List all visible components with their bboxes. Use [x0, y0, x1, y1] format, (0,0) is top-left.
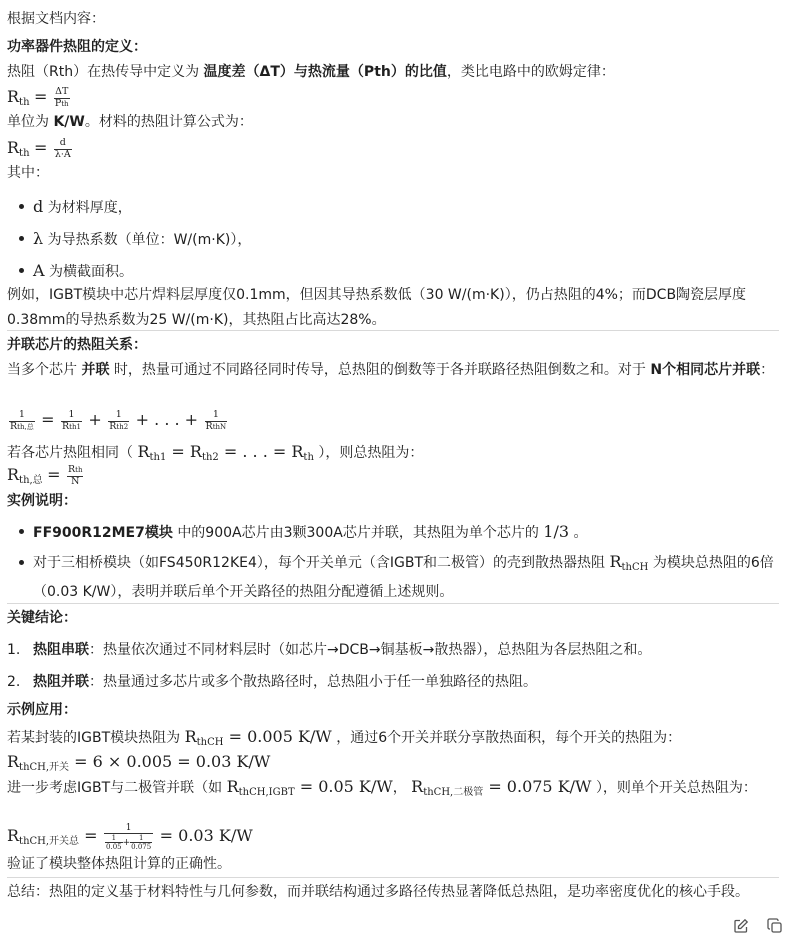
unit-paragraph	[7, 111, 789, 133]
fraction-denominator: $\frac{1}{0.05}$ + $\frac{1}{0.075}$	[106, 834, 152, 852]
parallel-paragraph	[7, 358, 779, 383]
item-number: 1.	[7, 642, 21, 658]
parallel-text-a: 当多个芯片	[7, 362, 77, 378]
formula-r: R	[7, 87, 20, 106]
list-item	[7, 226, 789, 258]
nested-fraction	[104, 823, 153, 851]
divider	[7, 330, 779, 331]
example-paragraph: 例如，IGBT模块中芯片焊料层厚度仅0.1mm，但因其导热系数低（30 W/(m·K)），仍占热阻的4%；而DCB陶瓷层厚度0.38mm的导热系数为25 W/(m·K)，其热阻占比高达28%。	[7, 287, 747, 328]
list-item	[7, 550, 779, 604]
case2-text: 对于三相桥模块（如FS450R12KE4），每个开关单元（含IGBT和二极管）的壳到散热器热阻	[33, 555, 606, 571]
formula-sub: th	[19, 97, 30, 108]
formula-switch-total	[7, 823, 789, 851]
den-sub: th,总	[17, 422, 34, 431]
formula-r: R	[7, 138, 20, 157]
fraction-denominator	[54, 99, 70, 110]
fraction-denominator: RthN	[205, 420, 227, 432]
den-sub: th	[61, 99, 69, 108]
definition-text-b: ，类比电路中的欧姆定律：	[446, 64, 615, 80]
fraction-numerator: 1	[104, 823, 153, 834]
diode-paragraph: 进一步考虑IGBT与二极管并联（如 $R_{thCH,IGBT} = 0.05$ K/W， $R_{thCH,二极管} = 0.075$ K/W ），则单个开关总热阻为：	[7, 777, 757, 798]
fraction-rth-n	[67, 465, 83, 488]
parallel-bold-1: 并联	[81, 362, 110, 378]
app-text-a: 若某封装的IGBT模块热阻为	[7, 730, 181, 746]
inner-num: 1	[105, 834, 123, 843]
fraction-dt-pth	[54, 87, 70, 110]
fraction-numerator: 1	[61, 410, 82, 422]
app-value: = 0.005 K/W	[228, 727, 332, 746]
formula-lhs: $R_{thCH,开关总}$ =	[7, 826, 98, 848]
sym-sub: thCH,开关	[19, 762, 70, 773]
fraction-numerator: d	[54, 138, 72, 150]
formula-sub: th	[19, 148, 30, 159]
equals-sign: =	[47, 465, 61, 484]
app-formula	[185, 727, 332, 746]
variable-symbol: λ	[33, 229, 44, 248]
sym-sub: thCH,二极管	[423, 787, 484, 798]
equals-sign: =	[33, 138, 48, 157]
sym-sub: thCH,IGBT	[238, 787, 295, 798]
list-item	[7, 519, 779, 550]
sym-r: R	[226, 777, 239, 796]
fraction-denominator: N	[71, 475, 80, 487]
fraction-total	[9, 410, 35, 433]
app-text-b: ，通过6个开关并联分享散热面积，每个开关的热阻为：	[336, 730, 682, 746]
case2-end: 为模块总热阻的6倍（0.03 K/W），表明并联后单个开关路径的热阻分配遵循上述规则。	[33, 555, 774, 600]
parallel-bold-2: N个相同芯片并联	[650, 362, 761, 378]
item-number: 2.	[7, 674, 21, 690]
variable-desc: 为材料厚度，	[47, 200, 132, 216]
equal-text-a: 若各芯片热阻相同（	[7, 445, 133, 461]
sym-r: R	[7, 752, 20, 771]
intro-label: 根据文档内容：	[7, 11, 105, 27]
list-item	[7, 639, 779, 671]
fraction-numerator	[67, 465, 83, 477]
fraction-denominator: Rth,总	[10, 420, 34, 432]
formula-r: R	[7, 465, 20, 484]
intro-text	[7, 8, 789, 30]
case1-text: 中的900A芯片由3颗300A芯片并联，其热阻为单个芯片的	[177, 525, 539, 541]
definition-text-a: 热阻（Rth）在热传导中定义为	[7, 64, 200, 80]
section2-heading: 并联芯片的热阻关系：	[7, 337, 147, 353]
den-sub: thN	[212, 422, 227, 431]
inner-den: 0.075	[131, 843, 152, 852]
fraction-numerator: 1	[205, 410, 228, 422]
formula-total-resistance	[7, 462, 789, 489]
case-heading: 实例说明：	[7, 493, 77, 509]
formula-rth-definition	[7, 84, 789, 111]
item-bold: 热阻并联	[33, 674, 89, 690]
igbt-formula	[227, 777, 393, 796]
unit-text-a: 单位为	[7, 114, 49, 130]
igbt-value: = 0.05 K/W	[299, 777, 393, 796]
copy-icon[interactable]	[767, 918, 783, 934]
sub: th	[303, 452, 314, 463]
sub: th2	[201, 452, 219, 463]
unit-bold: K/W	[53, 114, 85, 130]
fraction-th2	[108, 410, 129, 433]
variable-desc: 为导热系数（单位：W/(m·K)），	[47, 232, 252, 248]
divider	[7, 603, 779, 604]
inner-den: 0.05	[106, 843, 122, 852]
section1-heading: 功率器件热阻的定义：	[7, 39, 147, 55]
unit-text-b: 。材料的热阻计算公式为：	[84, 114, 253, 130]
definition-paragraph	[7, 61, 789, 83]
sym-sub: thCH	[196, 737, 224, 748]
item-bold: 热阻串联	[33, 642, 89, 658]
section4-heading: 示例应用：	[7, 702, 77, 718]
formula-switch-resistance	[7, 749, 789, 776]
fraction-th1	[61, 410, 82, 433]
fraction-denominator: λ·A	[54, 148, 71, 160]
conclusion-list	[7, 639, 779, 703]
den-p: P	[54, 97, 62, 109]
inner-num: 1	[130, 834, 152, 843]
equals-sign: =	[41, 410, 55, 429]
ellipsis: + . . . +	[135, 410, 199, 429]
num-sub: th	[75, 465, 83, 474]
case1-fraction: 1/3	[543, 522, 570, 541]
inner-fraction-a	[105, 834, 123, 851]
fraction-numerator: 1	[9, 410, 35, 422]
fraction-thn	[205, 410, 228, 433]
formula-rhs: = 0.03 K/W	[159, 826, 253, 846]
divider	[7, 877, 779, 878]
variable-symbol: A	[33, 261, 45, 280]
num-r: R	[68, 463, 76, 475]
equals-sign: =	[33, 87, 48, 106]
message-actions	[733, 918, 783, 934]
inner-fraction-b	[130, 834, 152, 851]
den-sub: th2	[116, 422, 129, 431]
section3-heading: 关键结论：	[7, 610, 77, 626]
equal-formula: $R_{th1} = R_{th2}$ = . . . = $R_{th}$	[137, 442, 314, 463]
fraction-numerator: 1	[108, 410, 129, 422]
equal-text-b: ），则总热阻为：	[318, 445, 424, 461]
fraction-numerator: ΔT	[55, 85, 69, 97]
formula-rth-material	[7, 135, 789, 162]
sym-r: R	[411, 777, 424, 796]
item-text: ：热量通过多芯片或多个散热路径时，总热阻小于任一单独路径的热阻。	[89, 674, 537, 690]
formula-rhs: = 6 × 0.005 = 0.03 K/W	[74, 752, 271, 771]
fraction-denominator: Rth1	[62, 420, 81, 432]
item-text: ：热量依次通过不同材料层时（如芯片→DCB→铜基板→散热器），总热阻为各层热阻之和。	[89, 642, 652, 658]
where-label: 其中：	[7, 165, 49, 181]
summary-text: 总结：热阻的定义基于材料特性与几何参数，而并联结构通过多路径传热显著降低总热阻，是功率密度优化的核心手段。	[7, 884, 749, 900]
verify-text: 验证了模块整体热阻计算的正确性。	[7, 856, 231, 872]
sym-r: R	[7, 826, 20, 846]
sym-sub: thCH	[621, 562, 649, 573]
variable-desc: 为横截面积。	[49, 264, 134, 280]
case1-bold: FF900R12ME7模块	[33, 525, 173, 541]
diode-formula	[411, 777, 591, 796]
parallel-text-c: ：	[760, 362, 775, 378]
parallel-text-b: 时，热量可通过不同路径同时传导，总热阻的倒数等于各并联路径热阻倒数之和。对于	[113, 362, 646, 378]
fraction-denominator: Rth2	[109, 420, 129, 432]
diode-text-b: ），则单个开关总热阻为：	[595, 780, 757, 796]
plus-sign: +	[88, 410, 102, 429]
diode-text-a: 进一步考虑IGBT与二极管并联（如	[7, 780, 223, 796]
variable-symbol: d	[33, 197, 44, 216]
den-sub: th1	[69, 422, 81, 431]
formula-sub: th,总	[19, 475, 43, 486]
edit-icon[interactable]	[733, 918, 749, 934]
sym-r: R	[184, 727, 197, 746]
formula	[7, 752, 270, 771]
list-item	[7, 194, 789, 226]
variable-list	[7, 194, 789, 290]
sym-r: R	[609, 552, 622, 571]
sub: th1	[149, 452, 167, 463]
diode-value: = 0.075 K/W	[488, 777, 592, 796]
definition-bold: 温度差（ΔT）与热流量（Pth）的比值	[203, 64, 447, 80]
case2-symbol	[609, 552, 648, 571]
sym-sub: thCH,开关总	[19, 836, 80, 848]
fraction-d-la	[54, 138, 72, 161]
formula-parallel-sum	[7, 407, 789, 433]
case-list	[7, 519, 779, 604]
application-paragraph	[7, 724, 789, 751]
case1-end: 。	[573, 525, 588, 541]
